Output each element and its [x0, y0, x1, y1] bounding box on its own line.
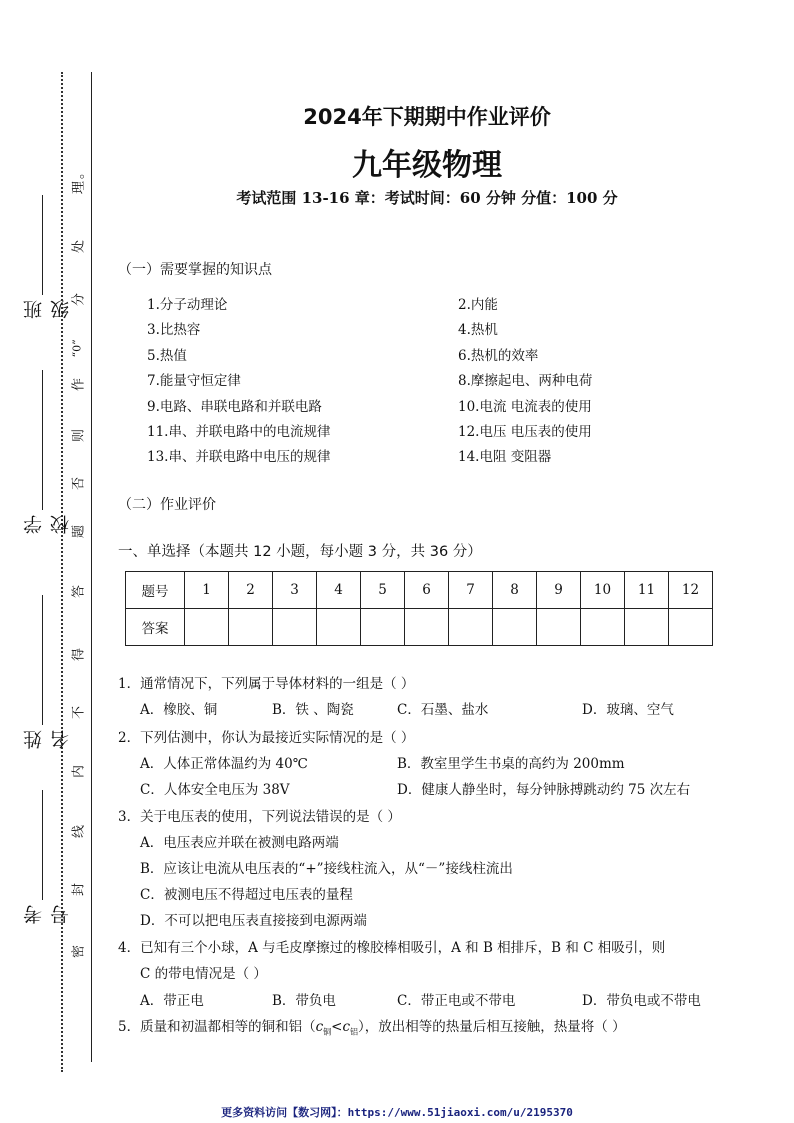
knowledge-point: 9.电路、串联电路和并联电路	[147, 399, 322, 415]
answer-cell[interactable]	[317, 609, 361, 646]
question-4-stem: 4．已知有三个小球，A 与毛皮摩擦过的橡胶棒相吸引，A 和 B 相排斥，B 和 C 相吸引，则	[118, 940, 666, 956]
q2-option-d: D．健康人静坐时，每分钟脉搏跳动约 75 次左右	[397, 782, 691, 798]
knowledge-point: 1.分子动理论	[147, 297, 228, 313]
q3-option-b: B．应该让电流从电压表的“+”接线柱流入，从“－”接线柱流出	[140, 861, 513, 877]
answer-cell[interactable]	[361, 609, 405, 646]
q1-option-d: D．玻璃、空气	[582, 702, 674, 718]
subject-title: 九年级物理	[352, 148, 502, 183]
answer-row-label: 答案	[126, 609, 185, 646]
q1-option-a: A．橡胶、铜	[140, 702, 218, 718]
q5-c-copper: c	[315, 1019, 324, 1035]
answer-table	[125, 571, 713, 646]
notice-char: 密	[71, 945, 87, 959]
q5-c-aluminum: c	[342, 1019, 351, 1035]
knowledge-point: 3.比热容	[147, 322, 201, 338]
name-label: 姓名	[23, 730, 72, 749]
answer-table-number-row	[126, 572, 713, 609]
notice-char: 理	[71, 181, 87, 195]
notice-char: 封	[71, 883, 87, 897]
notice-char: “0”	[70, 339, 84, 358]
notice-char: 得	[71, 648, 87, 662]
question-4-stem-cont: C 的带电情况是（ ）	[140, 966, 267, 982]
answer-cell[interactable]	[537, 609, 581, 646]
q4-option-d: D．带负电或不带电	[582, 993, 701, 1009]
q1-option-b: B．铁 、陶瓷	[272, 702, 354, 718]
class-underline	[42, 195, 43, 295]
q2-option-b: B．教室里学生书桌的高约为 200mm	[397, 756, 625, 772]
q4-option-b: B．带负电	[272, 993, 336, 1009]
question-number-cell: 7	[449, 572, 493, 609]
school-underline	[42, 370, 43, 510]
q5-text-end: ），放出相等的热量后相互接触，热量将（ ）	[358, 1019, 626, 1035]
answer-cell[interactable]	[185, 609, 229, 646]
number-row-label: 题号	[126, 572, 185, 609]
answer-cell[interactable]	[581, 609, 625, 646]
notice-char: 处	[71, 240, 87, 254]
name-underline	[42, 595, 43, 725]
knowledge-point: 6.热机的效率	[458, 348, 539, 364]
answer-table-answer-row	[126, 609, 713, 646]
question-number-cell: 9	[537, 572, 581, 609]
notice-end: 。	[71, 166, 87, 180]
question-number-cell: 5	[361, 572, 405, 609]
q3-option-d: D．不可以把电压表直接接到电源两端	[140, 913, 367, 929]
notice-char: 题	[71, 525, 87, 539]
question-number-cell: 12	[669, 572, 713, 609]
answer-cell[interactable]	[273, 609, 317, 646]
question-number-cell: 1	[185, 572, 229, 609]
notice-char: 内	[71, 765, 87, 779]
q2-option-a: A．人体正常体温约为 40℃	[140, 756, 308, 772]
class-label: 班级	[23, 300, 72, 319]
question-5-stem	[118, 1015, 626, 1038]
notice-char: 作	[71, 378, 87, 392]
notice-char: 不	[71, 706, 87, 720]
question-number-cell: 6	[405, 572, 449, 609]
knowledge-point: 14.电阻 变阻器	[458, 449, 552, 465]
q4-option-c: C．带正电或不带电	[397, 993, 516, 1009]
question-number-cell: 4	[317, 572, 361, 609]
question-2-stem: 2．下列估测中，你认为最接近实际情况的是（ ）	[118, 730, 415, 746]
answer-cell[interactable]	[405, 609, 449, 646]
q3-option-c: C．被测电压不得超过电压表的量程	[140, 887, 353, 903]
knowledge-point: 5.热值	[147, 348, 187, 364]
footer-link[interactable]: 更多资料访问【数习网】：https://www.51jiaoxi.com/u/2195370	[221, 1106, 573, 1119]
knowledge-point: 2.内能	[458, 297, 498, 313]
q5-less-than: <	[331, 1019, 343, 1035]
question-number-cell: 11	[625, 572, 669, 609]
answer-cell[interactable]	[625, 609, 669, 646]
answer-cell[interactable]	[669, 609, 713, 646]
knowledge-point: 4.热机	[458, 322, 498, 338]
q5-text-start: 5．质量和初温都相等的铜和铝（	[118, 1019, 316, 1035]
exam-id-label: 考号	[23, 905, 72, 924]
notice-char: 否	[71, 477, 87, 491]
knowledge-point: 10.电流 电流表的使用	[458, 399, 592, 415]
answer-cell[interactable]	[449, 609, 493, 646]
question-1-stem: 1．通常情况下，下列属于导体材料的一组是（ ）	[118, 676, 415, 692]
question-number-cell: 2	[229, 572, 273, 609]
question-number-cell: 3	[273, 572, 317, 609]
binding-solid-line	[91, 72, 92, 1062]
q5-sub-aluminum: 铝	[350, 1027, 359, 1037]
knowledge-point: 11.串、并联电路中的电流规律	[147, 424, 331, 440]
answer-cell[interactable]	[493, 609, 537, 646]
q5-sub-copper: 铜	[323, 1027, 332, 1037]
knowledge-point: 8.摩擦起电、两种电荷	[458, 373, 593, 389]
knowledge-point: 13.串、并联电路中电压的规律	[147, 449, 331, 465]
question-number-cell: 10	[581, 572, 625, 609]
question-3-stem: 3．关于电压表的使用，下列说法错误的是（ ）	[118, 809, 401, 825]
notice-char: 答	[71, 585, 87, 599]
school-label: 学校	[23, 515, 72, 534]
exam-id-underline	[42, 790, 43, 900]
exam-title: 2024年下期期中作业评价	[303, 105, 551, 129]
knowledge-point: 12.电压 电压表的使用	[458, 424, 592, 440]
exam-info: 考试范围 13-16 章：考试时间：60 分钟 分值：100 分	[236, 189, 618, 207]
section-knowledge-heading: （一）需要掌握的知识点	[118, 262, 272, 278]
question-number-cell: 8	[493, 572, 537, 609]
notice-char: 分	[71, 293, 87, 307]
section-evaluation-heading: （二）作业评价	[118, 497, 216, 513]
knowledge-point: 7.能量守恒定律	[147, 373, 241, 389]
q4-option-a: A．带正电	[140, 993, 204, 1009]
notice-char: 则	[71, 429, 87, 443]
notice-char: 线	[71, 825, 87, 839]
q2-option-c: C．人体安全电压为 38V	[140, 782, 290, 798]
q3-option-a: A．电压表应并联在被测电路两端	[140, 835, 339, 851]
answer-cell[interactable]	[229, 609, 273, 646]
part1-heading: 一、单选择（本题共 12 小题，每小题 3 分，共 36 分）	[118, 544, 482, 560]
q1-option-c: C．石墨、盐水	[397, 702, 489, 718]
